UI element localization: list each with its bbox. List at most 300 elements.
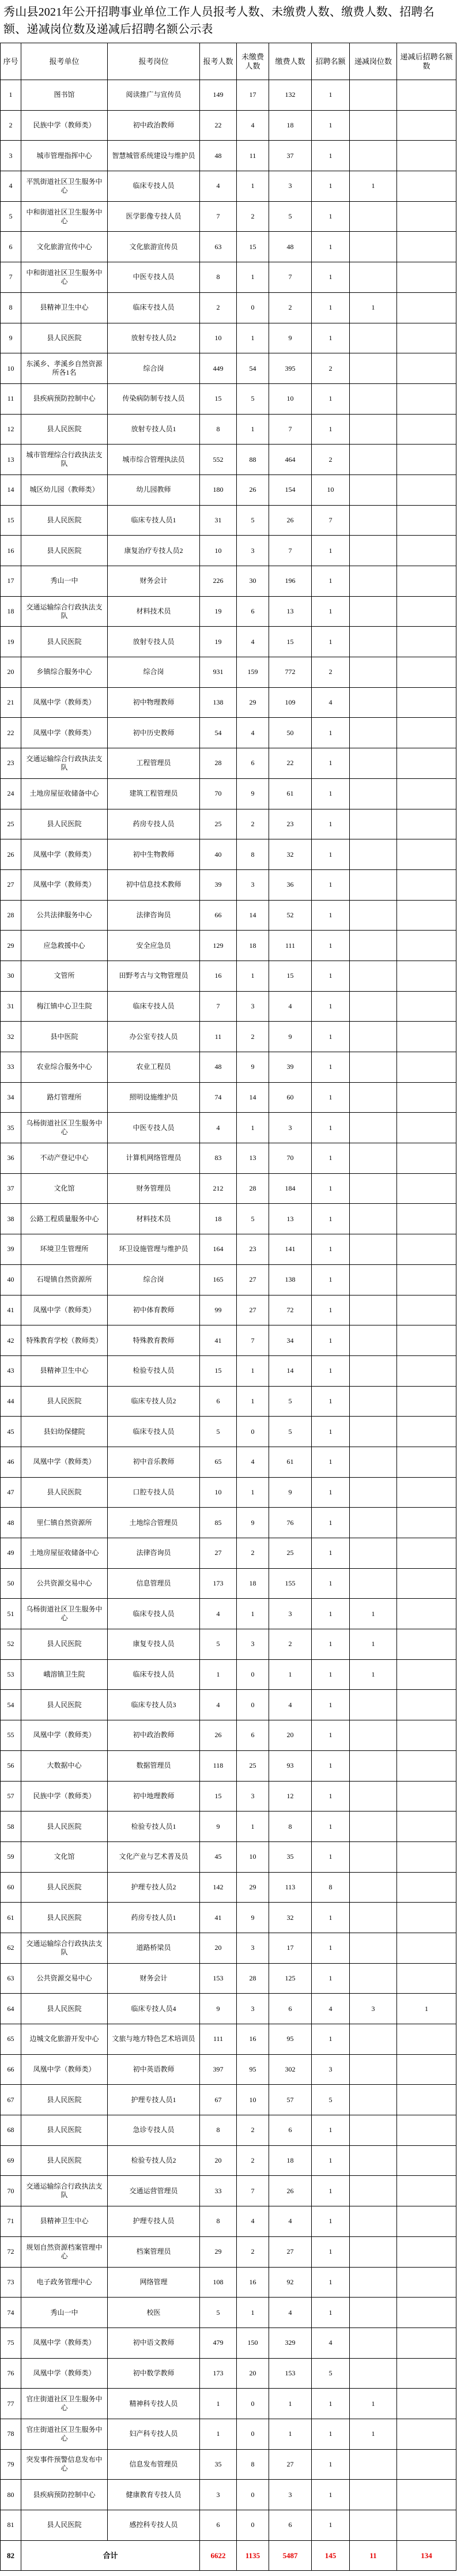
cell-no: 11 — [1, 384, 21, 415]
cell-quota: 1 — [312, 2389, 350, 2419]
cell-post: 临床专技人员 — [108, 992, 200, 1022]
cell-reduced — [350, 1508, 397, 1538]
cell-unpaid: 1 — [237, 323, 269, 354]
cell-unpaid: 30 — [237, 566, 269, 597]
cell-unit: 县人民医院 — [21, 506, 108, 536]
cell-reduced — [350, 323, 397, 354]
cell-unit: 民族中学（教师类） — [21, 1782, 108, 1812]
cell-applicants: 15 — [200, 384, 237, 415]
cell-reduced: 1 — [350, 2419, 397, 2450]
cell-unpaid: 0 — [237, 2419, 269, 2450]
cell-quota: 4 — [312, 688, 350, 718]
cell-reduced — [350, 1113, 397, 1143]
cell-applicants: 67 — [200, 2085, 237, 2115]
cell-unit: 官庄街道社区卫生服务中心 — [21, 2419, 108, 2450]
cell-after — [397, 1174, 456, 1204]
cell-unit: 公共资源交易中心 — [21, 1569, 108, 1599]
cell-unit: 交通运输综合行政执法支队 — [21, 597, 108, 627]
cell-no: 52 — [1, 1629, 21, 1660]
cell-unpaid: 54 — [237, 353, 269, 384]
header-paid: 缴费人数 — [269, 43, 312, 80]
cell-quota: 1 — [312, 901, 350, 931]
cell-after — [397, 2450, 456, 2480]
cell-applicants: 449 — [200, 353, 237, 384]
cell-post: 道路桥梁员 — [108, 1933, 200, 1964]
cell-after — [397, 2176, 456, 2206]
cell-after — [397, 718, 456, 748]
cell-no: 19 — [1, 627, 21, 657]
cell-quota: 1 — [312, 2480, 350, 2510]
cell-reduced — [350, 1782, 397, 1812]
cell-no: 31 — [1, 992, 21, 1022]
cell-applicants: 931 — [200, 657, 237, 688]
cell-quota: 5 — [312, 2085, 350, 2115]
cell-after — [397, 1022, 456, 1052]
cell-post: 法律咨询员 — [108, 901, 200, 931]
cell-applicants: 19 — [200, 627, 237, 657]
cell-applicants: 3 — [200, 2480, 237, 2510]
cell-unpaid: 27 — [237, 1265, 269, 1295]
cell-reduced — [350, 506, 397, 536]
cell-applicants: 164 — [200, 1234, 237, 1265]
table-row — [1, 1478, 456, 1508]
cell-paid: 5 — [269, 202, 312, 232]
cell-applicants: 10 — [200, 323, 237, 354]
cell-quota: 1 — [312, 1933, 350, 1964]
cell-applicants: 1 — [200, 1660, 237, 1690]
cell-reduced — [350, 2268, 397, 2298]
cell-applicants: 4 — [200, 1113, 237, 1143]
cell-quota: 1 — [312, 1964, 350, 1994]
table-row — [1, 1447, 456, 1478]
cell-reduced — [350, 1052, 397, 1083]
cell-no: 49 — [1, 1538, 21, 1569]
cell-no: 9 — [1, 323, 21, 354]
table-row — [1, 1690, 456, 1720]
cell-paid: 35 — [269, 1842, 312, 1873]
cell-reduced — [350, 1417, 397, 1447]
cell-reduced — [350, 1325, 397, 1356]
cell-unpaid: 0 — [237, 293, 269, 323]
cell-quota: 1 — [312, 232, 350, 262]
cell-quota: 1 — [312, 2298, 350, 2328]
cell-paid: 2 — [269, 293, 312, 323]
cell-reduced — [350, 1964, 397, 1994]
cell-post: 初中物理教师 — [108, 688, 200, 718]
cell-reduced — [350, 1143, 397, 1174]
total-reduced: 11 — [350, 2541, 397, 2571]
cell-post: 临床专技人员 — [108, 293, 200, 323]
cell-quota: 1 — [312, 1508, 350, 1538]
cell-unpaid: 3 — [237, 992, 269, 1022]
cell-unpaid: 2 — [237, 2237, 269, 2268]
cell-unpaid: 7 — [237, 1325, 269, 1356]
cell-reduced — [350, 2450, 397, 2480]
table-row — [1, 1812, 456, 1842]
cell-after — [397, 992, 456, 1022]
cell-applicants: 6 — [200, 1387, 237, 1417]
cell-applicants: 66 — [200, 901, 237, 931]
cell-paid: 10 — [269, 384, 312, 415]
cell-unit: 县人民医院 — [21, 536, 108, 566]
cell-no: 13 — [1, 445, 21, 475]
cell-applicants: 180 — [200, 475, 237, 506]
cell-unit: 凤凰中学（教师类） — [21, 1295, 108, 1326]
cell-paid: 18 — [269, 111, 312, 141]
cell-applicants: 20 — [200, 2146, 237, 2176]
cell-applicants: 479 — [200, 2328, 237, 2359]
cell-applicants: 7 — [200, 202, 237, 232]
cell-reduced — [350, 536, 397, 566]
cell-reduced — [350, 1447, 397, 1478]
cell-no: 48 — [1, 1508, 21, 1538]
cell-post: 幼儿园教师 — [108, 475, 200, 506]
cell-no: 54 — [1, 1690, 21, 1720]
cell-unit: 乌杨街道社区卫生服务中心 — [21, 1113, 108, 1143]
cell-unpaid: 14 — [237, 1083, 269, 1113]
cell-unit: 县人民医院 — [21, 2510, 108, 2541]
cell-after — [397, 1812, 456, 1842]
cell-unit: 电子政务管理中心 — [21, 2268, 108, 2298]
cell-reduced — [350, 232, 397, 262]
cell-reduced — [350, 262, 397, 293]
cell-no: 58 — [1, 1812, 21, 1842]
cell-after — [397, 293, 456, 323]
cell-unpaid: 7 — [237, 2176, 269, 2206]
cell-post: 放射专技人员 — [108, 627, 200, 657]
cell-after — [397, 1599, 456, 1629]
cell-paid: 329 — [269, 2328, 312, 2359]
cell-unpaid: 88 — [237, 445, 269, 475]
cell-reduced — [350, 1569, 397, 1599]
cell-no: 56 — [1, 1751, 21, 1782]
cell-quota: 1 — [312, 2237, 350, 2268]
cell-no: 80 — [1, 2480, 21, 2510]
cell-no: 77 — [1, 2389, 21, 2419]
cell-quota: 1 — [312, 931, 350, 961]
cell-quota: 1 — [312, 2146, 350, 2176]
cell-quota: 1 — [312, 1690, 350, 1720]
cell-post: 综合岗 — [108, 353, 200, 384]
cell-unpaid: 2 — [237, 202, 269, 232]
cell-applicants: 9 — [200, 1994, 237, 2024]
cell-after — [397, 1387, 456, 1417]
cell-paid: 48 — [269, 232, 312, 262]
cell-applicants: 153 — [200, 1964, 237, 1994]
cell-paid: 1 — [269, 1660, 312, 1690]
cell-post: 材料技术员 — [108, 1204, 200, 1234]
table-row — [1, 2298, 456, 2328]
cell-applicants: 10 — [200, 536, 237, 566]
table-row — [1, 506, 456, 536]
cell-paid: 184 — [269, 1174, 312, 1204]
cell-paid: 72 — [269, 1295, 312, 1326]
cell-post: 放射专技人员2 — [108, 323, 200, 354]
cell-no: 76 — [1, 2359, 21, 2389]
cell-no: 57 — [1, 1782, 21, 1812]
header-post: 报考岗位 — [108, 43, 200, 80]
cell-after — [397, 1751, 456, 1782]
cell-quota: 1 — [312, 1387, 350, 1417]
cell-applicants: 19 — [200, 597, 237, 627]
cell-reduced — [350, 2359, 397, 2389]
cell-unpaid: 0 — [237, 2389, 269, 2419]
cell-unit: 交通运输综合行政执法支队 — [21, 2176, 108, 2206]
cell-quota: 5 — [312, 2359, 350, 2389]
cell-quota: 1 — [312, 2450, 350, 2480]
cell-paid: 7 — [269, 262, 312, 293]
table-row — [1, 1873, 456, 1903]
cell-post: 传染病防制专技人员 — [108, 384, 200, 415]
cell-reduced — [350, 1720, 397, 1751]
cell-reduced — [350, 384, 397, 415]
cell-quota: 1 — [312, 536, 350, 566]
cell-post: 中医专技人员 — [108, 262, 200, 293]
cell-reduced — [350, 1751, 397, 1782]
cell-paid: 196 — [269, 566, 312, 597]
cell-post: 初中体育教师 — [108, 1295, 200, 1326]
cell-paid: 138 — [269, 1265, 312, 1295]
cell-unpaid: 1 — [237, 1356, 269, 1387]
cell-quota: 1 — [312, 2510, 350, 2541]
cell-post: 照明设施维护员 — [108, 1083, 200, 1113]
cell-unit: 边城文化旅游开发中心 — [21, 2024, 108, 2055]
cell-post: 药房专技人员1 — [108, 1903, 200, 1933]
cell-paid: 37 — [269, 141, 312, 171]
cell-reduced — [350, 1174, 397, 1204]
cell-reduced — [350, 2206, 397, 2237]
cell-unit: 图书馆 — [21, 80, 108, 111]
cell-applicants: 22 — [200, 111, 237, 141]
cell-quota: 1 — [312, 1052, 350, 1083]
cell-reduced: 1 — [350, 171, 397, 202]
cell-unit: 凤凰中学（教师类） — [21, 2359, 108, 2389]
cell-reduced — [350, 2510, 397, 2541]
cell-unpaid: 3 — [237, 536, 269, 566]
cell-paid: 6 — [269, 2115, 312, 2146]
cell-after — [397, 1508, 456, 1538]
cell-post: 护理专技人员 — [108, 2206, 200, 2237]
cell-applicants: 15 — [200, 1782, 237, 1812]
cell-reduced: 1 — [350, 1599, 397, 1629]
cell-applicants: 165 — [200, 1265, 237, 1295]
cell-post: 临床专技人员1 — [108, 506, 200, 536]
cell-no: 70 — [1, 2176, 21, 2206]
cell-reduced — [350, 111, 397, 141]
cell-unit: 特殊教育学校（教师类） — [21, 1325, 108, 1356]
cell-unpaid: 2 — [237, 2146, 269, 2176]
cell-unpaid: 1 — [237, 262, 269, 293]
cell-unpaid: 4 — [237, 718, 269, 748]
table-row — [1, 1387, 456, 1417]
cell-paid: 14 — [269, 1356, 312, 1387]
cell-no: 2 — [1, 111, 21, 141]
cell-no: 46 — [1, 1447, 21, 1478]
cell-applicants: 212 — [200, 1174, 237, 1204]
table-row — [1, 2055, 456, 2085]
table-row — [1, 1083, 456, 1113]
cell-quota: 1 — [312, 1660, 350, 1690]
cell-applicants: 10 — [200, 1478, 237, 1508]
cell-reduced — [350, 992, 397, 1022]
cell-post: 特殊教育教师 — [108, 1325, 200, 1356]
cell-no: 33 — [1, 1052, 21, 1083]
cell-after — [397, 1143, 456, 1174]
cell-post: 土地综合管理员 — [108, 1508, 200, 1538]
cell-unpaid: 9 — [237, 1903, 269, 1933]
cell-post: 阅读推广与宣传员 — [108, 80, 200, 111]
cell-after — [397, 2085, 456, 2115]
cell-quota: 1 — [312, 1720, 350, 1751]
cell-unit: 凤凰中学（教师类） — [21, 2328, 108, 2359]
cell-after — [397, 1569, 456, 1599]
cell-applicants: 11 — [200, 1022, 237, 1052]
cell-applicants: 74 — [200, 1083, 237, 1113]
cell-unit: 县人民医院 — [21, 2146, 108, 2176]
cell-applicants: 27 — [200, 1538, 237, 1569]
cell-applicants: 65 — [200, 1447, 237, 1478]
cell-after — [397, 1113, 456, 1143]
cell-unit: 县人民医院 — [21, 415, 108, 445]
cell-after — [397, 809, 456, 840]
cell-unpaid: 9 — [237, 779, 269, 809]
cell-after: 1 — [397, 1994, 456, 2024]
cell-quota: 1 — [312, 1417, 350, 1447]
cell-quota: 1 — [312, 1113, 350, 1143]
cell-unit: 交通运输综合行政执法支队 — [21, 748, 108, 779]
cell-quota: 1 — [312, 1234, 350, 1265]
cell-reduced — [350, 657, 397, 688]
cell-unpaid: 14 — [237, 901, 269, 931]
table-row — [1, 262, 456, 293]
cell-quota: 1 — [312, 809, 350, 840]
table-row — [1, 1022, 456, 1052]
table-row — [1, 1204, 456, 1234]
cell-no: 50 — [1, 1569, 21, 1599]
cell-paid: 772 — [269, 657, 312, 688]
cell-post: 初中数学教师 — [108, 2359, 200, 2389]
table-row — [1, 1508, 456, 1538]
cell-after — [397, 171, 456, 202]
cell-unit: 城市管理指挥中心 — [21, 141, 108, 171]
cell-unit: 县人民医院 — [21, 1994, 108, 2024]
cell-paid: 50 — [269, 718, 312, 748]
cell-unit: 县人民医院 — [21, 1690, 108, 1720]
cell-quota: 1 — [312, 2024, 350, 2055]
cell-paid: 22 — [269, 748, 312, 779]
cell-after — [397, 475, 456, 506]
cell-after — [397, 1903, 456, 1933]
cell-paid: 113 — [269, 1873, 312, 1903]
cell-unit: 中和街道社区卫生服务中心 — [21, 262, 108, 293]
cell-applicants: 9 — [200, 1812, 237, 1842]
cell-after — [397, 2298, 456, 2328]
cell-applicants: 4 — [200, 1690, 237, 1720]
cell-after — [397, 1083, 456, 1113]
cell-unit: 凤凰中学（教师类） — [21, 1720, 108, 1751]
cell-applicants: 173 — [200, 1569, 237, 1599]
cell-after — [397, 353, 456, 384]
cell-applicants: 8 — [200, 2206, 237, 2237]
cell-unit: 农业综合服务中心 — [21, 1052, 108, 1083]
cell-after — [397, 2115, 456, 2146]
cell-post: 妇产科专技人员 — [108, 2419, 200, 2450]
cell-reduced — [350, 2085, 397, 2115]
cell-unit: 县疾病预防控制中心 — [21, 2480, 108, 2510]
cell-post: 交通运营管理员 — [108, 2176, 200, 2206]
cell-after — [397, 931, 456, 961]
cell-paid: 92 — [269, 2268, 312, 2298]
table-row — [1, 1720, 456, 1751]
cell-applicants: 28 — [200, 748, 237, 779]
cell-reduced — [350, 1387, 397, 1417]
cell-post: 临床专技人员2 — [108, 1387, 200, 1417]
table-row — [1, 688, 456, 718]
cell-paid: 1 — [269, 2419, 312, 2450]
cell-quota: 1 — [312, 1295, 350, 1326]
cell-after — [397, 506, 456, 536]
cell-quota: 1 — [312, 1782, 350, 1812]
cell-unpaid: 1 — [237, 1387, 269, 1417]
cell-paid: 5 — [269, 1417, 312, 1447]
cell-paid: 3 — [269, 1599, 312, 1629]
table-row — [1, 232, 456, 262]
cell-unit: 规划自然资源档案管理中心 — [21, 2237, 108, 2268]
cell-paid: 4 — [269, 992, 312, 1022]
cell-after — [397, 1690, 456, 1720]
cell-no: 37 — [1, 1174, 21, 1204]
cell-reduced — [350, 748, 397, 779]
cell-post: 工程管理员 — [108, 748, 200, 779]
cell-no: 17 — [1, 566, 21, 597]
table-row — [1, 80, 456, 111]
cell-no: 6 — [1, 232, 21, 262]
cell-post: 财务会计 — [108, 566, 200, 597]
cell-after — [397, 536, 456, 566]
cell-after — [397, 141, 456, 171]
cell-no: 1 — [1, 80, 21, 111]
table-row — [1, 1660, 456, 1690]
cell-paid: 17 — [269, 1933, 312, 1964]
cell-reduced: 3 — [350, 1994, 397, 2024]
cell-reduced — [350, 1234, 397, 1265]
cell-reduced — [350, 1022, 397, 1052]
cell-paid: 155 — [269, 1569, 312, 1599]
table-row — [1, 1964, 456, 1994]
cell-post: 校医 — [108, 2298, 200, 2328]
table-row — [1, 2268, 456, 2298]
cell-unit: 公共法律服务中心 — [21, 901, 108, 931]
table-row — [1, 748, 456, 779]
cell-reduced — [350, 2237, 397, 2268]
cell-applicants: 552 — [200, 445, 237, 475]
table-row — [1, 2328, 456, 2359]
cell-after — [397, 2419, 456, 2450]
cell-reduced — [350, 870, 397, 901]
cell-unpaid: 29 — [237, 688, 269, 718]
cell-unpaid: 4 — [237, 627, 269, 657]
cell-unpaid: 1 — [237, 171, 269, 202]
cell-applicants: 85 — [200, 1508, 237, 1538]
cell-unit: 县人民医院 — [21, 1873, 108, 1903]
cell-no: 10 — [1, 353, 21, 384]
cell-post: 安全应急员 — [108, 931, 200, 961]
cell-after — [397, 415, 456, 445]
cell-paid: 61 — [269, 779, 312, 809]
table-row — [1, 536, 456, 566]
cell-reduced — [350, 1903, 397, 1933]
cell-unpaid: 8 — [237, 839, 269, 870]
